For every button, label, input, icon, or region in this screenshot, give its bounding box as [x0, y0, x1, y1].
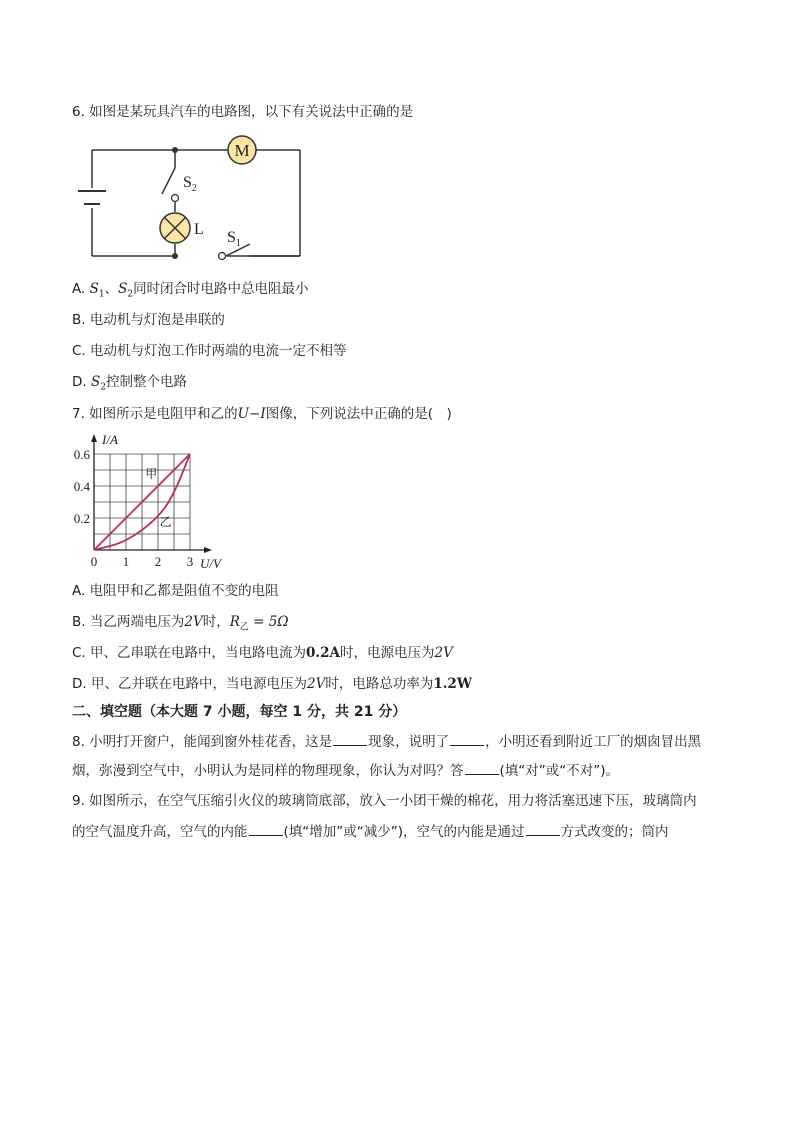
- y-tick-label: 0.4: [73, 479, 90, 494]
- lamp-label: L: [194, 221, 204, 238]
- q6-option-c[interactable]: C. 电动机与灯泡工作时两端的电流一定不相等: [72, 343, 347, 359]
- x-tick-label: 3: [186, 554, 194, 569]
- y-axis-label: I/A: [102, 432, 118, 447]
- q7-option-c[interactable]: C. 甲、乙串联在电路中，当电路电流为0.2A时，电源电压为2V: [72, 645, 453, 661]
- q6-circuit-diagram: [70, 132, 310, 267]
- x-tick-label: 0: [90, 554, 98, 569]
- q9-blank-1[interactable]: [249, 821, 283, 836]
- q8-line-1: 8. 小明打开窗户，能闻到窗外桂花香，这是 现象，说明了 ，小明还看到附近工厂的烟囱冒出黑: [72, 731, 701, 752]
- q6-option-d[interactable]: D. $S_2$控制整个电路: [72, 374, 187, 393]
- s2-label: $S_2$: [183, 174, 197, 194]
- motor-label: M: [234, 141, 250, 160]
- q7-option-d[interactable]: D. 甲、乙并联在电路中，当电源电压为2V时，电路总功率为1.2W: [72, 676, 472, 692]
- q7-stem: 7. 如图所示是电阻甲和乙的U−I图像，下列说法中正确的是( ): [72, 406, 452, 422]
- lamp-symbol: [160, 213, 190, 243]
- q7-option-b[interactable]: B. 当乙两端电压为2V时，$R_乙 = 5\Omega$: [72, 614, 289, 633]
- y-tick-label: 0.2: [73, 511, 90, 526]
- q6-option-a[interactable]: A. $S_1$、$S_2$同时闭合时电路中总电阻最小: [72, 281, 309, 300]
- x-axis-label: U/V: [200, 556, 221, 571]
- series-label-jia: 甲: [145, 467, 158, 481]
- x-tick-label: 2: [154, 554, 162, 569]
- q8-blank-3[interactable]: [465, 760, 499, 775]
- q9-blank-2[interactable]: [526, 821, 560, 836]
- q8-blank-2[interactable]: [450, 731, 484, 746]
- q9-line-1: 9. 如图所示，在空气压缩引火仪的玻璃筒底部，放入一小团干燥的棉花，用力将活塞迅速下压，玻璃筒内: [72, 793, 697, 809]
- ui-graph: [66, 430, 236, 572]
- section-heading: 二、填空题（本大题 7 小题，每空 1 分，共 21 分）: [72, 704, 407, 720]
- q6-stem: 6. 如图是某玩具汽车的电路图，以下有关说法中正确的是: [72, 104, 414, 120]
- q9-line-2: 的空气温度升高，空气的内能 (填“增加”或“减少”)，空气的内能是通过 方式改变的；筒内: [72, 821, 669, 842]
- q7-option-a[interactable]: A. 电阻甲和乙都是阻值不变的电阻: [72, 583, 279, 599]
- x-tick-label: 1: [122, 554, 130, 569]
- y-tick-label: 0.6: [73, 447, 90, 462]
- y-axis-arrow: [91, 434, 97, 442]
- series-label-yi: 乙: [159, 515, 172, 529]
- s1-label: $S_1$: [227, 229, 241, 249]
- q6-option-b[interactable]: B. 电动机与灯泡是串联的: [72, 312, 225, 328]
- q8-line-2: 烟，弥漫到空气中，小明认为是同样的物理现象，你认为对吗？答 (填“对”或“不对”)。: [72, 760, 619, 781]
- x-axis-arrow: [204, 547, 212, 553]
- q8-blank-1[interactable]: [333, 731, 367, 746]
